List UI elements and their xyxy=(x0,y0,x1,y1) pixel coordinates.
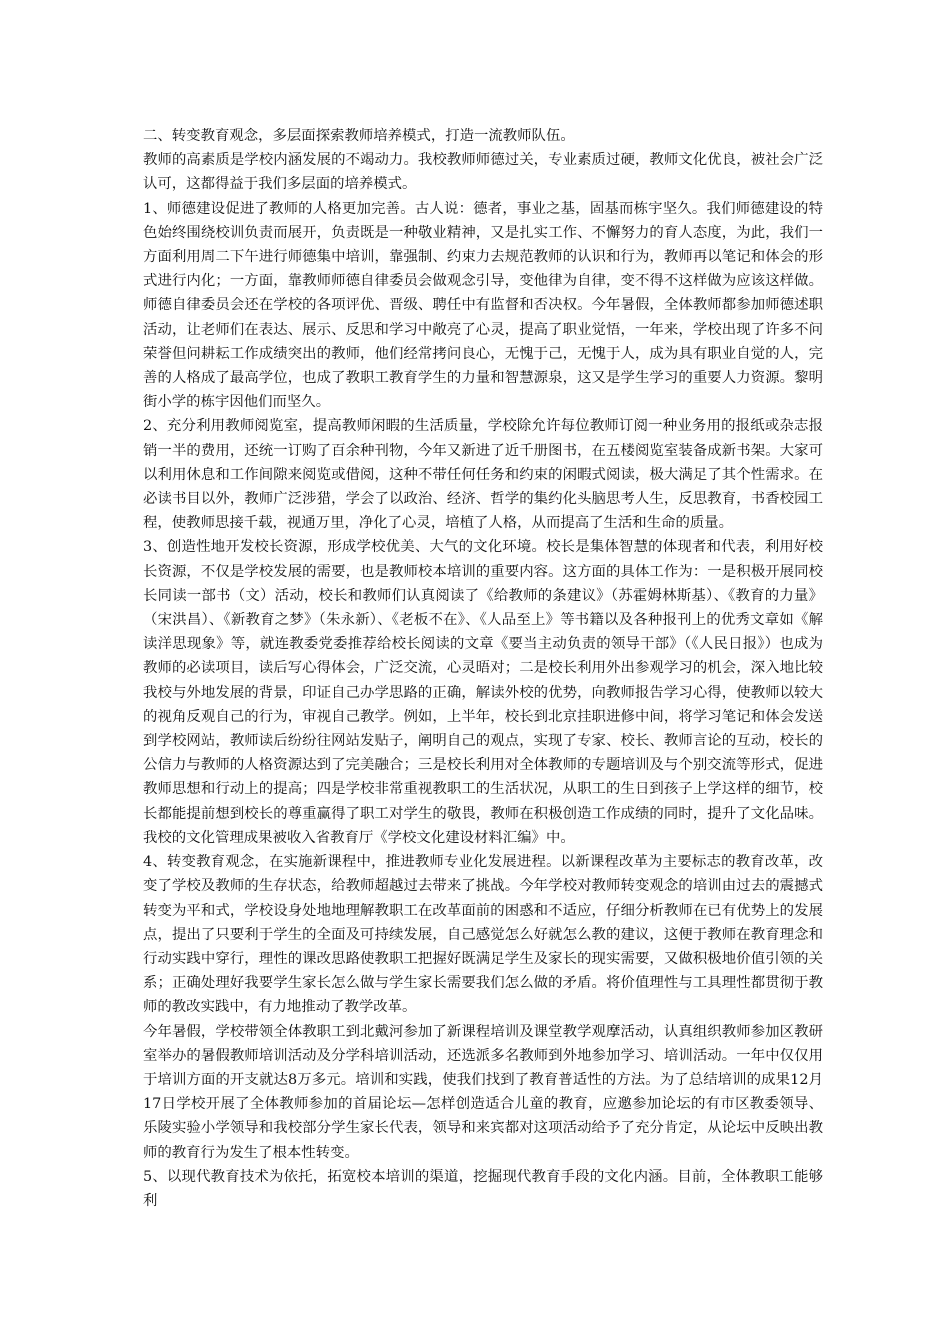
paragraph-summer-training: 今年暑假，学校带领全体教职工到北戴河参加了新课程培训及课堂教学观摩活动，认真组织教师参加区教研室举办的暑假教师培训活动及分学科培训活动，还选派多名教师到外地参加学习、培训活动。一年中仅仅用于培训方面的开支就达8万多元。培训和实践，使我们找到了教育普适性的方法。为了总结培训的成果12月17日学校开展了全体教师参加的首届论坛—怎样创造适合儿童的教育，应邀参加论坛的有市区教委领导、乐陵实验小学领导和我校部分学生家长代表，领导和来宾都对这项活动给予了充分肯定，从论坛中反映出教师的教育行为发生了根本性转变。 xyxy=(143,1023,823,1161)
section-heading: 二、转变教育观念，多层面探索教师培养模式，打造一流教师队伍。 xyxy=(143,128,575,144)
document-page xyxy=(143,124,823,1213)
paragraph-ethics: 1、师德建设促进了教师的人格更加完善。古人说：德者，事业之基，固基而栋宇坚久。我们师德建设的特色始终围绕校训负责而展开，负责既是一种敬业精神，又是扎实工作、不懈努力的育人态度，为此，我们一方面利用周二下午进行师德集中培训，靠强制、约束力去规范教师的认识和行为，教师再以笔记和体会的形式进行内化；一方面，靠教师师德自律委员会做观念引导，变他律为自律，变不得不这样做为应该这样做。师德自律委员会还在学校的各项评优、晋级、聘任中有监督和否决权。今年暑假，全体教师都参加师德述职活动，让老师们在表达、展示、反思和学习中敞亮了心灵，提高了职业觉悟，一年来，学校出现了许多不问荣誉但问耕耘工作成绩突出的教师，他们经常拷问良心，无愧于己，无愧于人，成为具有职业自觉的人，完善的人格成了最高学位，也成了教职工教育学生的力量和智慧源泉，这又是学生学习的重要人力资源。黎明街小学的栋宇因他们而坚久。 xyxy=(143,200,823,411)
paragraph-reading-room: 2、充分利用教师阅览室，提高教师闲暇的生活质量，学校除允许每位教师订阅一种业务用的报纸或杂志报销一半的费用，还统一订购了百余种刊物，今年又新进了近千册图书，在五楼阅览室装备成新书架。大家可以利用休息和工作间隙来阅览或借阅，这种不带任何任务和约束的闲暇式阅读，极大满足了其个性需求。在必读书目以外，教师广泛涉猎，学会了以政治、经济、哲学的集约化头脑思考人生，反思教育，书香校园工程，使教师思接千载，视通万里，净化了心灵，培植了人格，从而提高了生活和生命的质量。 xyxy=(143,418,823,532)
paragraph-intro: 教师的高素质是学校内涵发展的不竭动力。我校教师师德过关，专业素质过硬，教师文化优良，被社会广泛认可，这都得益于我们多层面的培养模式。 xyxy=(143,152,823,193)
paragraph-modern-technology: 5、以现代教育技术为依托，拓宽校本培训的渠道，挖掘现代教育手段的文化内涵。目前，全体教职工能够利 xyxy=(143,1168,823,1209)
paragraph-new-curriculum: 4、转变教育观念，在实施新课程中，推进教师专业化发展进程。以新课程改革为主要标志的教育改革，改变了学校及教师的生存状态，给教师超越过去带来了挑战。今年学校对教师转变观念的培训由过去的震撼式转变为平和式，学校设身处地地理解教职工在改革面前的困惑和不适应，仔细分析教师在已有优势上的发展点，提出了只要利于学生的全面及可持续发展，自己感觉怎么好就怎么教的建议，这便于教师在教育理念和行动实践中穿行，理性的课改思路使教职工把握好既满足学生及家长的现实需要，又做积极地价值引领的关系；正确处理好我要学生家长怎么做与学生家长需要我们怎么做的矛盾。将价值理性与工具理性都贯彻于教师的教改实践中，有力地推动了教学改革。 xyxy=(143,854,823,1016)
paragraph-principal-resources: 3、创造性地开发校长资源，形成学校优美、大气的文化环境。校长是集体智慧的体现者和代表，利用好校长资源，不仅是学校发展的需要，也是教师校本培训的重要内容。这方面的具体工作为：一是积极开展同校长同读一部书（文）活动，校长和教师们认真阅读了《给教师的条建议》（苏霍姆林斯基）、《教育的力量》（宋洪昌）、《新教育之梦》（朱永新）、《老板不在》、《人品至上》等书籍以及各种报刊上的优秀文章如《解读洋思现象》等，就连教委党委推荐给校长阅读的文章《要当主动负责的领导干部》（《人民日报》）也成为教师的必读项目，读后写心得体会，广泛交流，心灵晤对；二是校长利用外出参观学习的机会，深入地比较我校与外地发展的背景，印证自己办学思路的正确，解读外校的优势，向教师报告学习心得，使教师以较大的视角反观自己的行为，审视自己教学。例如，上半年，校长到北京挂职进修中间，将学习笔记和体会发送到学校网站，教师读后纷纷往网站发贴子，阐明自己的观点，实现了专家、校长、教师言论的互动，校长的公信力与教师的人格资源达到了完美融合；三是校长利用对全体教师的专题培训及与个别交流等形式，促进教师思想和行动上的提高；四是学校非常重视教职工的生活状况，从职工的生日到孩子上学这样的细节，校长都能提前想到校长的尊重赢得了职工对学生的敬畏，教师在积极创造工作成绩的同时，提升了文化品味。我校的文化管理成果被收入省教育厅《学校文化建设材料汇编》中。 xyxy=(143,539,823,846)
